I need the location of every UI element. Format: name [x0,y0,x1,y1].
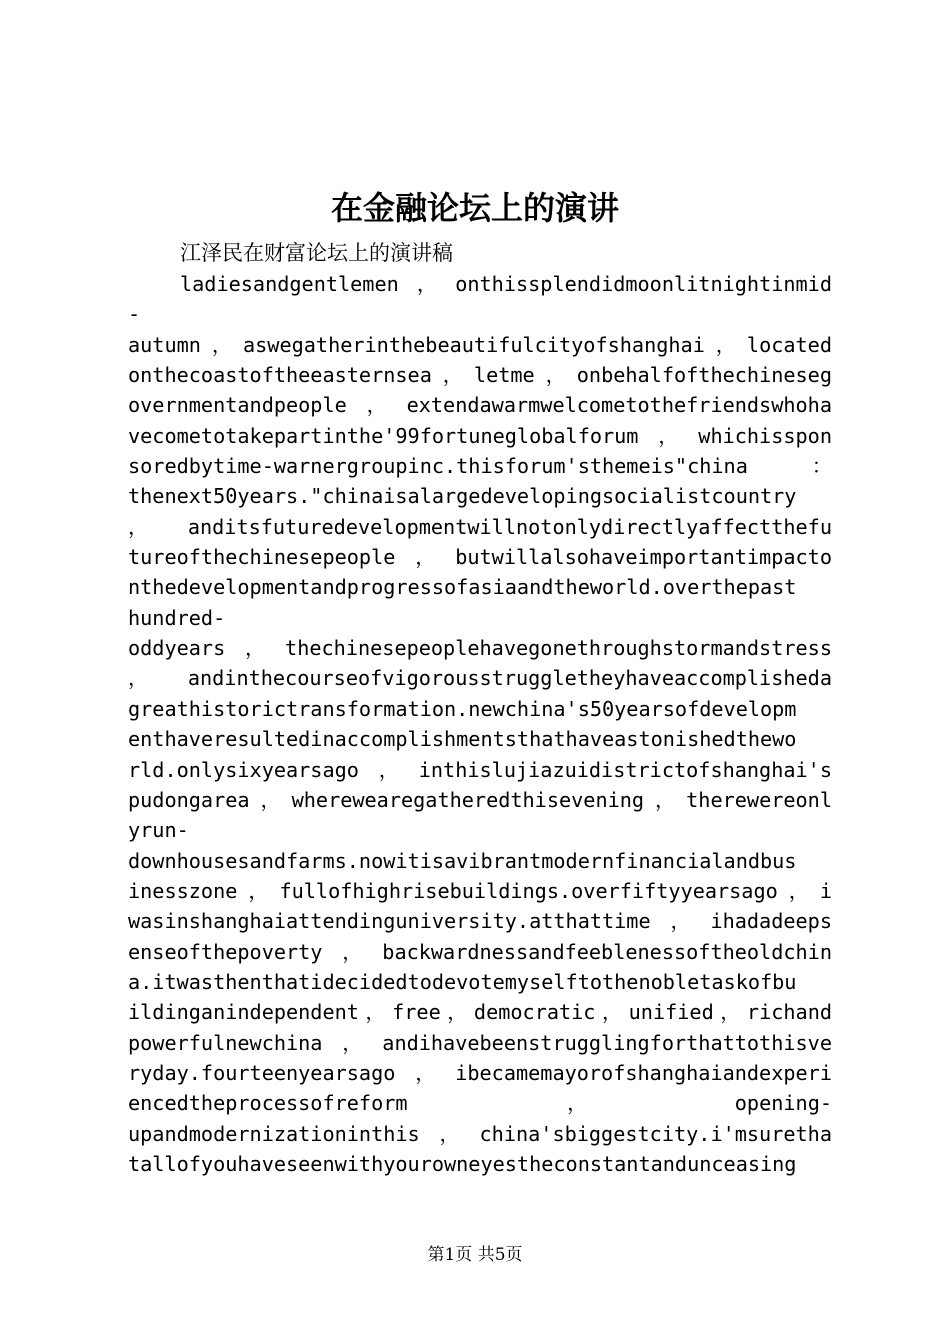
body-text-line: ，anditsfuturedevelopmentwillnotonlydirectlyaffectthefu [128,514,832,539]
body-text-line: downhousesandfarms.nowitisavibrantmodernfinancialandbus [128,848,797,873]
body-text-line: oddyears，thechinesepeoplehavegonethroughstormandstress [128,636,832,661]
body-text-line: encedtheprocessofreform ， opening- [128,1091,832,1116]
body-text-line: onthecoastoftheeasternsea，letme，onbehalfofthechineseg [128,363,832,388]
body-text-line: soredbytime-warnergroupinc.thisforum'sthemeis"china ： [128,454,832,479]
body-text-line: enthaveresultedinaccomplishmentsthathaveastonishedthewo [128,727,797,752]
body-text-line: tallofyouhaveseenwithyourowneyestheconstantandunceasing [128,1151,797,1176]
body-text-line: thenext50years."chinaisalargedevelopingsocialistcountry [128,484,797,509]
body-text-line: ladiesandgentlemen，onthissplendidmoonlitnightinmid [180,272,832,296]
body-text-line: inesszone，fullofhighrisebuildings.overfiftyyearsago，i [128,878,832,903]
body-text-line: ildinganindependent，free，democratic，unified，richand [128,1000,832,1025]
body-text-line: pudongarea，wherewearegatheredthisevening，therewereonl [128,787,832,812]
body-text-line: a.itwasthenthatidecidedtodevotemyselftothenobletaskofbu [128,969,797,994]
body-text-line: powerfulnewchina，andihavebeenstrugglingforthattothisve [128,1030,832,1055]
body-text-line: rld.onlysixyearsago，inthislujiazuidistrictofshanghai's [128,757,832,782]
body-text-line: nthedevelopmentandprogressofasiaandtheworld.overthepast [128,575,797,600]
body-text-line: tureofthechinesepeople，butwillalsohaveimportantimpacto [128,545,832,570]
body-text-line: vecometotakepartinthe'99fortuneglobalforum，whichisspon [128,423,832,448]
body-text-line: hundred- [128,605,226,630]
body-text-line: - [128,302,141,327]
document-title: 在金融论坛上的演讲 [330,189,619,227]
document-subtitle: 江泽民在财富论坛上的演讲稿 [180,241,453,265]
body-text-line: autumn，aswegatherinthebeautifulcityofshanghai，located [128,332,832,357]
body-text-line: overnmentandpeople，extendawarmwelcometothefriendswhoha [128,393,832,418]
document-body [128,269,832,1179]
body-text-line: ryday.fourteenyearsago，ibecamemayorofshanghaiandexperi [128,1060,832,1085]
body-text-line: upandmodernizationinthis，china'sbiggestcity.i'msuretha [128,1121,832,1146]
body-text-line: wasinshanghaiattendinguniversity.atthattime，ihadadeeps [128,909,832,934]
body-text-line: yrun- [128,818,189,843]
page-footer: 第1页 共5页 [427,1245,523,1265]
body-text-line: enseofthepoverty，backwardnessandfeeblenessoftheoldchin [128,939,832,964]
body-text-line: ，andinthecourseofvigorousstruggletheyhaveaccomplisheda [128,666,832,691]
body-text-line: greathistorictransformation.newchina's50yearsofdevelopm [128,696,797,721]
